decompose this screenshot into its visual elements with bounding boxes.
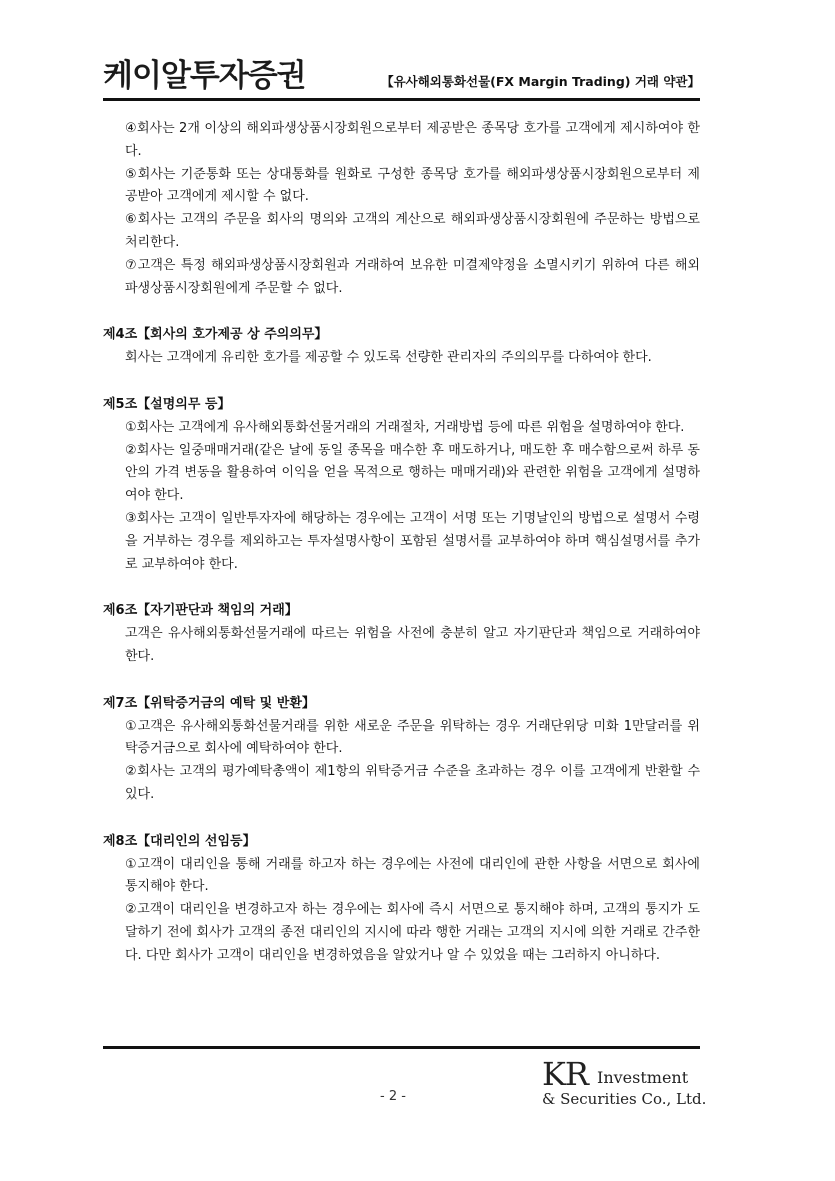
company-footer-logo	[542, 1055, 707, 1109]
clause-paragraph: ④회사는 2개 이상의 해외파생상품시장회원으로부터 제공받은 종목당 호가를 고객에게 제시하여야 한다.	[125, 121, 700, 159]
logo-securities-text: & Securities Co., Ltd.	[542, 1090, 707, 1108]
clause-paragraph: ②회사는 일중매매거래(같은 날에 동일 종목을 매수한 후 매도하거나, 매도한 후 매수함으로써 하루 동안의 가격 변동을 활용하여 이익을 얻을 목적으로 행하는 매매거래)와 관련한 위험을 고객에게 설명하여야 한다.	[125, 442, 700, 504]
footer-rule	[103, 1046, 700, 1049]
company-logo-text: 케이알투자증권	[103, 58, 306, 94]
clause-paragraph: ①회사는 고객에게 유사해외통화선물거래의 거래절차, 거래방법 등에 따른 위험을 설명하여야 한다.	[125, 419, 685, 435]
clause-paragraph: ⑤회사는 기준통화 또는 상대통화를 원화로 구성한 종목당 호가를 해외파생상품시장회원으로부터 제공받아 고객에게 제시할 수 없다.	[125, 166, 700, 205]
clause-paragraph: ⑥회사는 고객의 주문을 회사의 명의와 고객의 계산으로 해외파생상품시장회원에 주문하는 방법으로 처리한다.	[125, 212, 700, 250]
clause-paragraph: 고객은 유사해외통화선물거래에 따르는 위험을 사전에 충분히 알고 자기판단과 책임으로 거래하여야 한다.	[125, 626, 700, 664]
logo-investment-text: Investment	[597, 1068, 689, 1087]
page-header	[103, 58, 700, 98]
article-5-title: 제5조【설명의무 등】	[103, 396, 231, 412]
clause-paragraph: 회사는 고객에게 유리한 호가를 제공할 수 있도록 선량한 관리자의 주의의무를 다하여야 한다.	[125, 350, 652, 366]
clause-paragraph: ①고객은 유사해외통화선물거래를 위한 새로운 주문을 위탁하는 경우 거래단위당 미화 1만달러를 위탁증거금으로 회사에 예탁하여야 한다.	[125, 718, 700, 757]
document-title: 【유사해외통화선물(FX Margin Trading) 거래 약관】	[381, 74, 700, 89]
clause-paragraph: ②회사는 고객의 평가예탁총액이 제1항의 위탁증거금 수준을 초과하는 경우 이를 고객에게 반환할 수 있다.	[125, 764, 700, 802]
clause-paragraph: ①고객이 대리인을 통해 거래를 하고자 하는 경우에는 사전에 대리인에 관한 사항을 서면으로 회사에 통지해야 한다.	[125, 856, 700, 895]
logo-kr-text: KR	[542, 1055, 588, 1093]
article-6-title: 제6조【자기판단과 책임의 거래】	[103, 603, 298, 619]
header-rule	[103, 98, 700, 101]
article-7-title: 제7조【위탁증거금의 예탁 및 반환】	[103, 695, 315, 711]
page-number: - 2 -	[380, 1089, 406, 1104]
document-body	[103, 118, 700, 968]
clause-paragraph: ③회사는 고객이 일반투자자에 해당하는 경우에는 고객이 서명 또는 기명날인의 방법으로 설명서 수령을 거부하는 경우를 제외하고는 투자설명사항이 포함된 설명서를 교부하여야 하며 핵심설명서를 추가로 교부하여야 한다.	[125, 510, 700, 572]
article-4-title: 제4조【회사의 호가제공 상 주의의무】	[103, 327, 328, 343]
article-8-title: 제8조【대리인의 선임등】	[103, 833, 256, 849]
clause-paragraph: ②고객이 대리인을 변경하고자 하는 경우에는 회사에 즉시 서면으로 통지해야 하며, 고객의 통지가 도달하기 전에 회사가 고객의 종전 대리인의 지시에 따라 행한 거래는 고객의 지시에 의한 거래로 간주한다. 다만 회사가 고객이 대리인을 변경하였음을 알았거나 알 수 있었을 때는 그러하지 아니하다.	[125, 902, 700, 963]
clause-paragraph: ⑦고객은 특정 해외파생상품시장회원과 거래하여 보유한 미결제약정을 소멸시키기 위하여 다른 해외파생상품시장회원에게 주문할 수 없다.	[125, 257, 700, 296]
